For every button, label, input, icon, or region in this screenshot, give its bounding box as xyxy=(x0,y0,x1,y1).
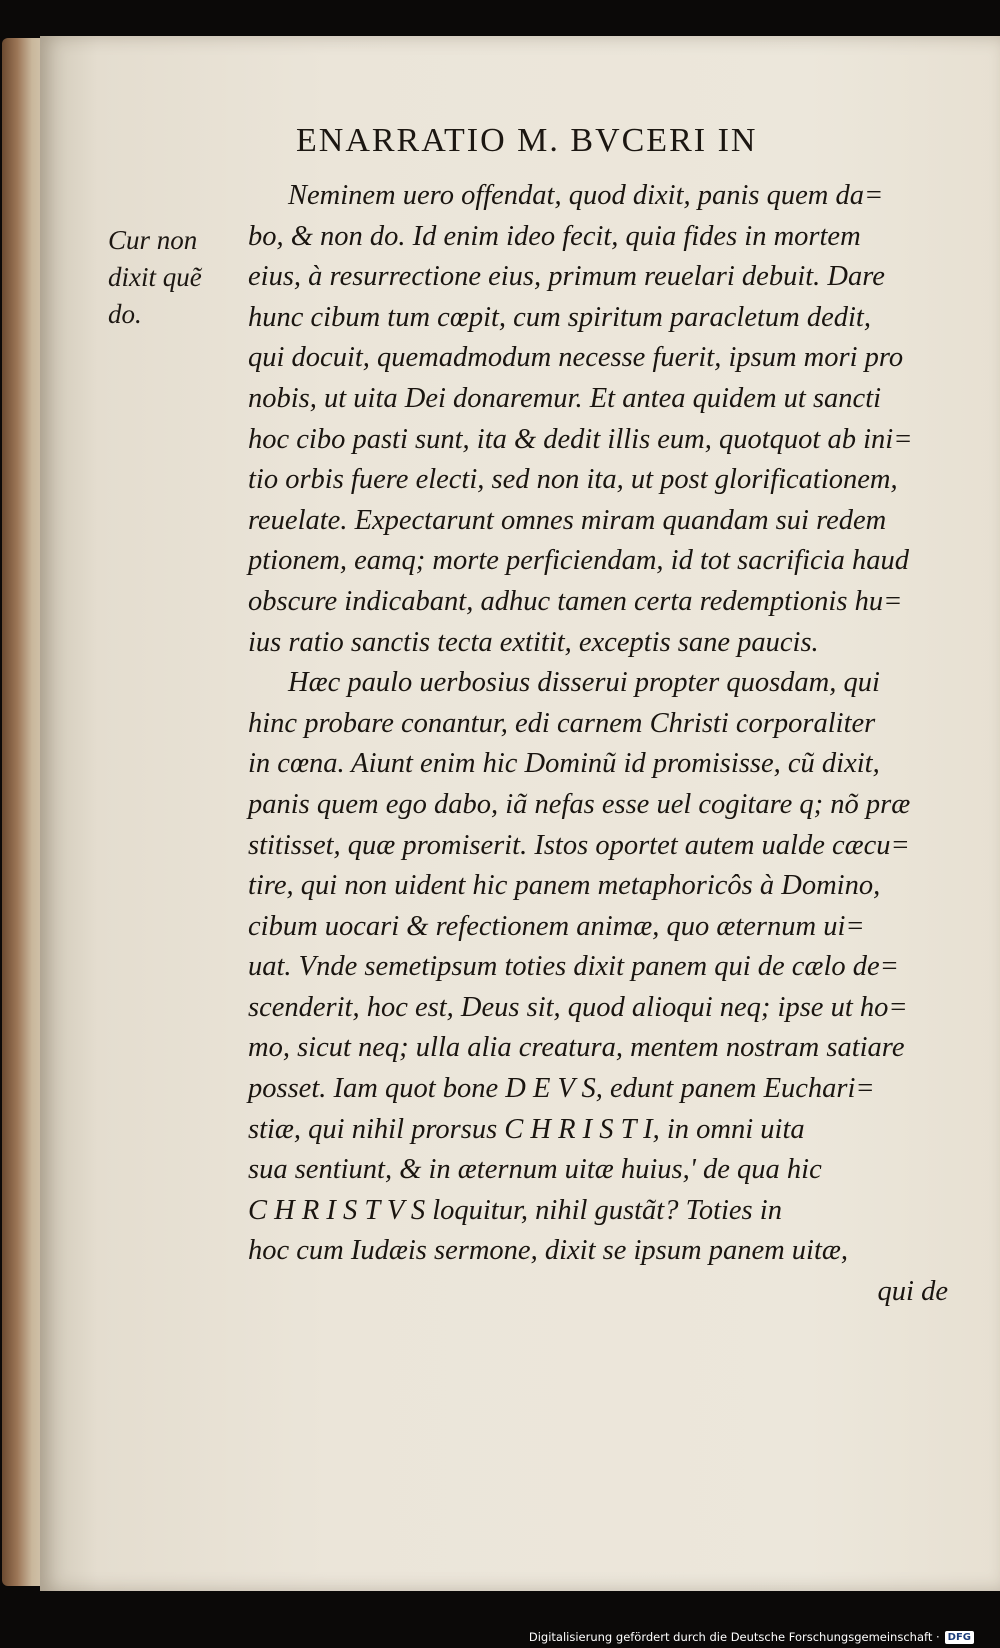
running-head: ENARRATIO M. BVCERI IN xyxy=(296,122,758,159)
text-line: panis quem ego dabo, iã nefas esse uel cogitare q; nõ præ xyxy=(248,788,911,820)
digitization-credit xyxy=(529,1628,974,1646)
text-line: eius, à resurrectione eius, primum reuelari debuit. Dare xyxy=(248,261,885,293)
dfg-logo: DFG xyxy=(945,1631,974,1644)
text-line: uat. Vnde semetipsum toties dixit panem qui de cælo de= xyxy=(248,951,899,983)
text-line: nobis, ut uita Dei donaremur. Et antea quidem ut sancti xyxy=(248,382,882,414)
text-line: in cœna. Aiunt enim hic Dominũ id promisisse, cũ dixit, xyxy=(248,748,880,780)
text-line: qui de xyxy=(877,1276,948,1308)
text-line: tio orbis fuere electi, sed non ita, ut post glorificationem, xyxy=(248,464,898,496)
margin-note xyxy=(108,222,228,333)
text-line: Hæc paulo uerbosius disserui propter quosdam, qui xyxy=(288,667,880,699)
credit-text: Digitalisierung gefördert durch die Deutsche Forschungsgemeinschaft · xyxy=(528,1630,940,1644)
text-line: scenderit, hoc est, Deus sit, quod alioqui neq; ipse ut ho= xyxy=(248,991,908,1023)
text-line: qui docuit, quemadmodum necesse fuerit, ipsum mori pro xyxy=(248,342,904,374)
text-line: ius ratio sanctis tecta extitit, exceptis sane paucis. xyxy=(248,626,819,658)
text-line: obscure indicabant, adhuc tamen certa redemptionis hu= xyxy=(248,585,903,617)
text-line: C H R I S T V S loquitur, nihil gustãt? Toties in xyxy=(248,1194,782,1226)
margin-note-line: Cur non xyxy=(108,225,198,255)
text-line: stitisset, quæ promiserit. Istos oportet autem ualde cæcu= xyxy=(248,829,910,861)
text-line: stiæ, qui nihil prorsus C H R I S T I, in omni uita xyxy=(248,1113,805,1145)
text-line: reuelate. Expectarunt omnes miram quandam sui redem xyxy=(248,504,887,536)
text-line: hunc cibum tum cœpit, cum spiritum paracletum dedit, xyxy=(248,301,871,333)
text-line: tire, qui non uident hic panem metaphoricôs à Domino, xyxy=(248,870,881,902)
margin-note-line: do. xyxy=(108,299,142,329)
text-line: mo, sicut neq; ulla alia creatura, mentem nostram satiare xyxy=(248,1032,905,1064)
text-line: cibum uocari & refectionem animæ, quo æternum ui= xyxy=(248,910,865,942)
body-text xyxy=(248,176,948,1313)
text-line: hoc cibo pasti sunt, ita & dedit illis eum, quotquot ab ini= xyxy=(248,423,913,455)
margin-note-line: dixit quẽ xyxy=(108,262,202,292)
text-line: bo, & non do. Id enim ideo fecit, quia fides in mortem xyxy=(248,220,861,252)
text-line: posset. Iam quot bone D E V S, edunt panem Euchari= xyxy=(248,1073,875,1105)
text-line: ptionem, eamq; morte perficiendam, id tot sacrificia haud xyxy=(248,545,909,577)
text-line: Neminem uero offendat, quod dixit, panis quem da= xyxy=(288,180,884,211)
text-line: sua sentiunt, & in æternum uitæ huius,' de qua hic xyxy=(248,1154,822,1186)
text-line: hinc probare conantur, edi carnem Christi corporaliter xyxy=(248,707,876,739)
text-line: hoc cum Iudæis sermone, dixit se ipsum panem uitæ, xyxy=(248,1235,849,1267)
